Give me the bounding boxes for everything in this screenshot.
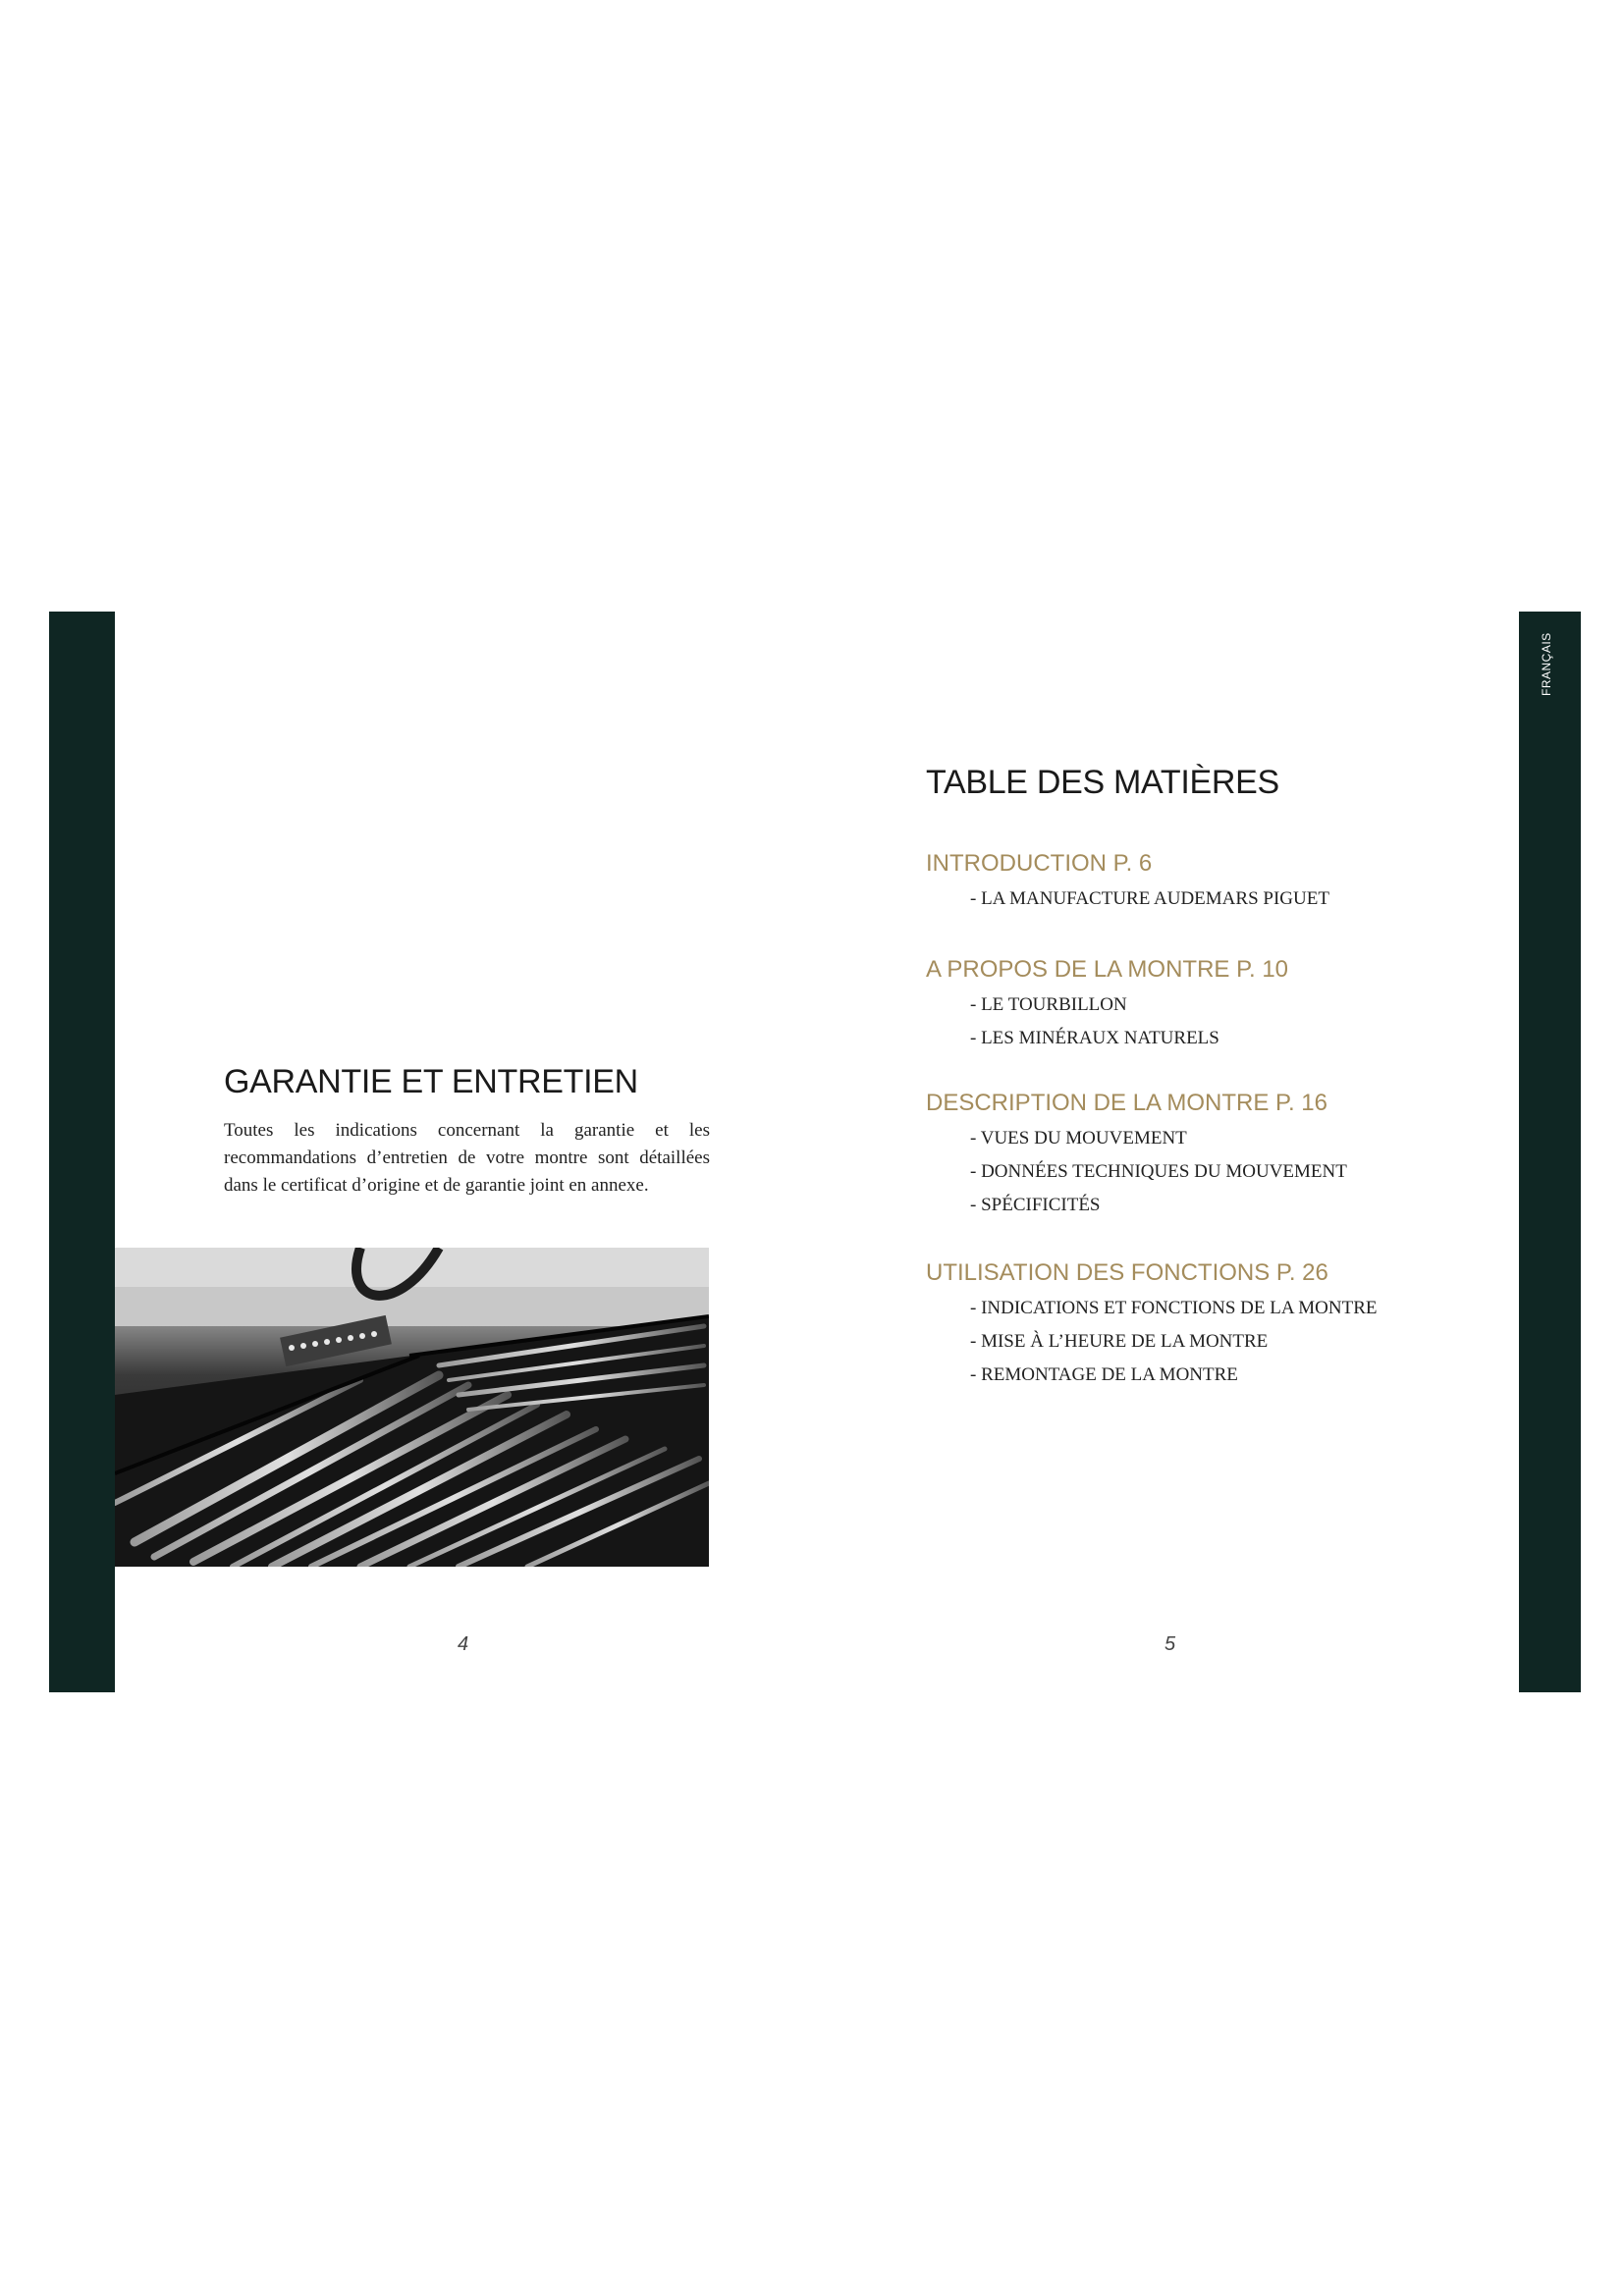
toc-heading: A PROPOS DE LA MONTRE P. 10 — [926, 956, 1289, 983]
toc-heading: UTILISATION DES FONCTIONS P. 26 — [926, 1259, 1328, 1286]
toc-items — [970, 988, 1288, 1055]
warranty-text: Toutes les indications concernant la garantie et les recommandations d’entretien de votre montre sont détaillées dans le certificat d’origine et de garantie joint en annexe. — [224, 1120, 710, 1196]
toc-item: - DONNÉES TECHNIQUES DU MOUVEMENT — [970, 1161, 1347, 1182]
toc-item: - MISE À L’HEURE DE LA MONTRE — [970, 1331, 1269, 1352]
toc-item: - LA MANUFACTURE AUDEMARS PIGUET — [970, 888, 1329, 909]
right-color-band — [1519, 612, 1581, 1692]
toc-item: - LES MINÉRAUX NATURELS — [970, 1028, 1219, 1048]
toc-heading: INTRODUCTION P. 6 — [926, 850, 1153, 877]
watchmaker-tools-photo — [115, 1248, 709, 1567]
toc-item: - INDICATIONS ET FONCTIONS DE LA MONTRE — [970, 1298, 1378, 1318]
toc-section-introduction — [926, 849, 1329, 916]
toc-items — [970, 1292, 1377, 1392]
toc-title: TABLE DES MATIÈRES — [926, 764, 1279, 801]
page-number-right: 5 — [1164, 1633, 1176, 1655]
toc-item: - REMONTAGE DE LA MONTRE — [970, 1364, 1238, 1385]
page-number-left: 4 — [458, 1633, 469, 1655]
warranty-title: GARANTIE ET ENTRETIEN — [224, 1063, 638, 1100]
toc-item: - VUES DU MOUVEMENT — [970, 1128, 1187, 1148]
toc-section-description — [926, 1089, 1347, 1222]
booklet-spread — [49, 612, 1581, 1692]
toc-heading: DESCRIPTION DE LA MONTRE P. 16 — [926, 1090, 1327, 1116]
language-label: FRANÇAIS — [1540, 632, 1553, 696]
toc-section-about — [926, 955, 1288, 1055]
toc-items — [970, 1122, 1347, 1222]
toc-item: - SPÉCIFICITÉS — [970, 1195, 1101, 1215]
left-color-band — [49, 612, 115, 1692]
toc-items — [970, 882, 1329, 916]
toc-item: - LE TOURBILLON — [970, 994, 1127, 1015]
toc-section-functions — [926, 1258, 1377, 1392]
